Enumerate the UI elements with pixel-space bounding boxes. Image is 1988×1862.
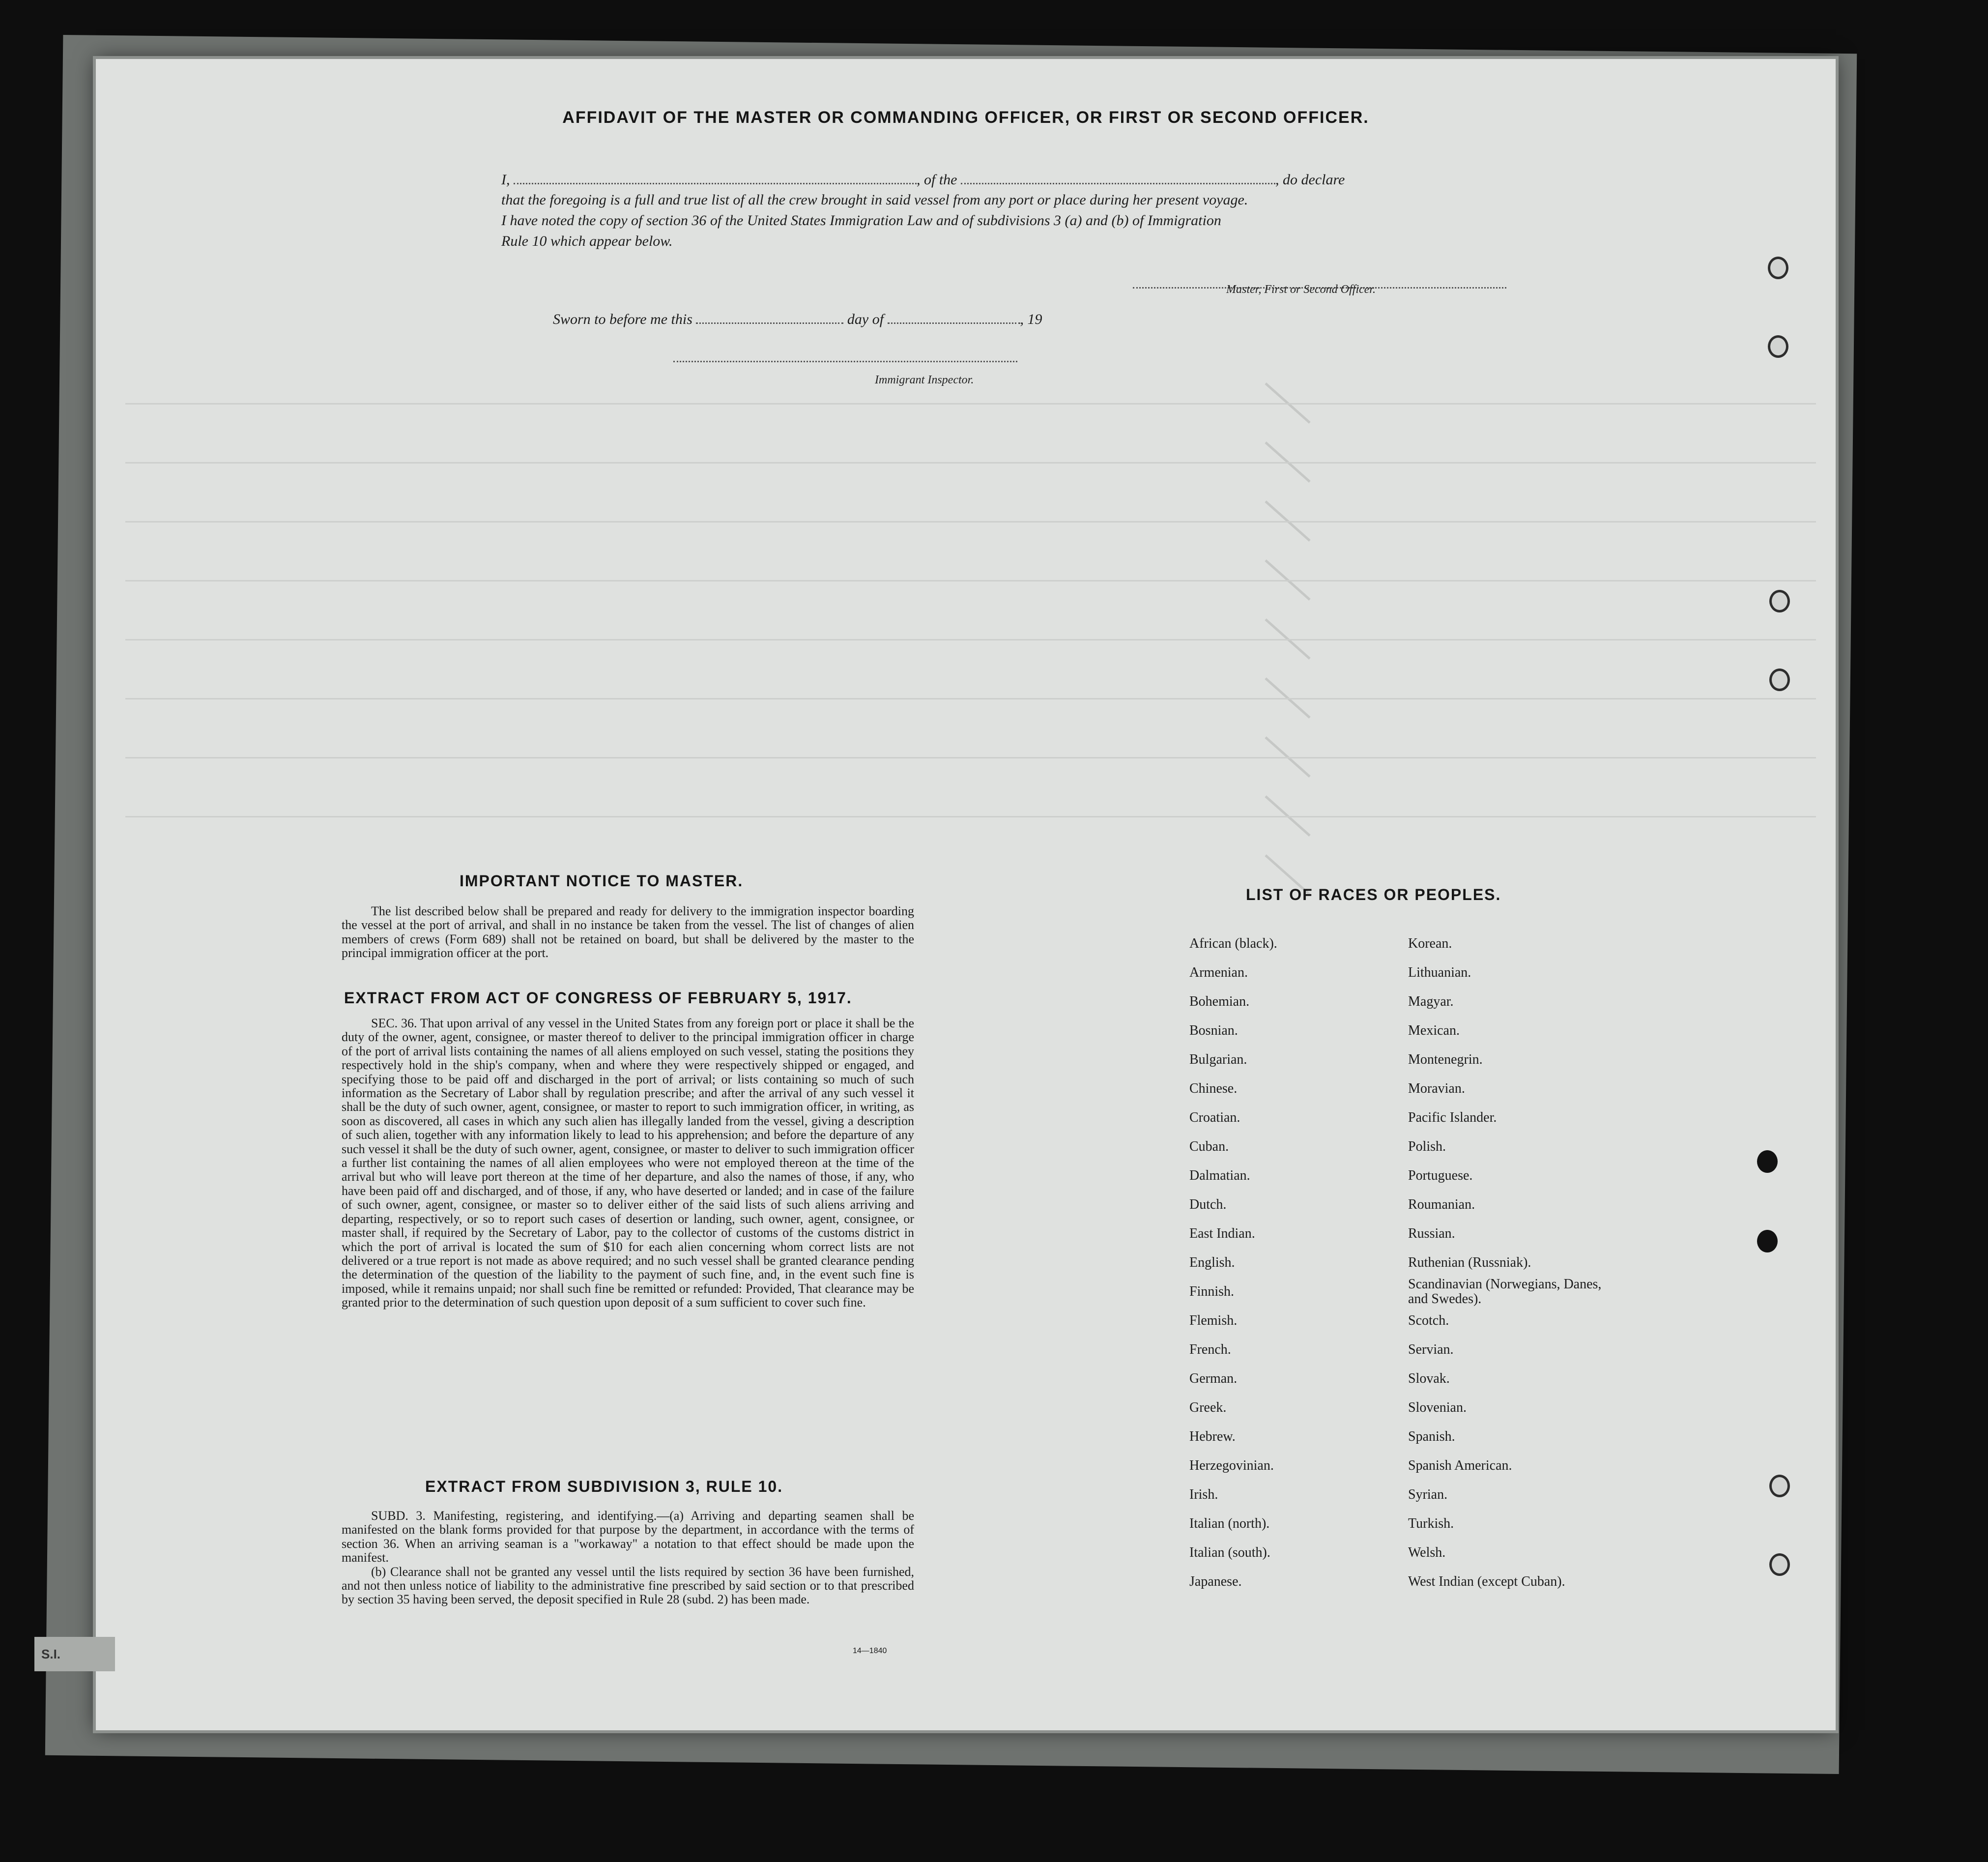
act-extract-text	[342, 1017, 914, 1310]
act-extract-paragraph: SEC. 36. That upon arrival of any vessel in the United States from any foreign port or place it shall be the duty of the owner, agent, consignee, or master thereof to deliver to the principal immigration officer in charge of the port of arrival lists containing the names of all aliens employed on such vessel, stating the positions they respectively hold in the ship's company, when and where they were respectively shipped or engaged, and specifying those to be paid off and discharged in the port of arrival; or lists containing so much of such information as the Secretary of Labor shall by regulation prescribe; and after the arrival of any such vessel it shall be the duty of such owner, agent, consignee, or master to report to such immigration officer, in writing, as soon as discovered, all cases in which any such alien has illegally landed from the vessel, giving a description of such alien, together with any information likely to lead to his apprehension; and before the departure of any such vessel it shall be the duty of such owner, agent, consignee, or master to deliver to such immigration officer a further list containing the names of all alien employees who were not employed thereon at the time of the arrival but who will leave port thereon at the time of her departure, and also the names of those, if any, who have been paid off and discharged, and of those, if any, who have deserted or landed; and in case of the failure of such owner, agent, consignee, or master so to deliver either of the said lists of such aliens arriving and departing, respectively, or so to report such cases of desertion or landing, such owner, agent, consignee, or master shall, if required by the Secretary of Labor, pay to the collector of customs of the customs district in which the port of arrival is located the sum of $10 for each alien concerning whom correct lists are not delivered or a true report is not made as above required; and no such vessel shall be granted clearance pending the determination of the question of the liability to the payment of such fine, and, in the event such fine is imposed, while it remains unpaid; nor shall such fine be remitted or refunded: Provided, That clearance may be granted prior to the determination of such question upon deposit of a sum sufficient to cover such fine.	[342, 1016, 914, 1310]
race-item: Italian (south).	[1189, 1545, 1270, 1560]
affidavit-title: AFFIDAVIT OF THE MASTER OR COMMANDING OFFICER, OR FIRST OR SECOND OFFICER.	[562, 108, 1369, 127]
race-item: Croatian.	[1189, 1110, 1240, 1125]
affidavit-line-2: that the foregoing is a full and true list of all the crew brought in said vessel from any port or place during her present voyage.	[501, 192, 1248, 208]
race-item: Welsh.	[1408, 1545, 1446, 1560]
inspector-signature-line	[673, 349, 1017, 362]
races-heading: LIST OF RACES OR PEOPLES.	[1246, 886, 1501, 903]
race-item: Greek.	[1189, 1400, 1227, 1415]
race-item: French.	[1189, 1342, 1231, 1357]
manifest-page	[96, 59, 1836, 1730]
race-item: Finnish.	[1189, 1284, 1235, 1299]
race-item: Polish.	[1408, 1139, 1446, 1154]
race-item: Hebrew.	[1189, 1429, 1236, 1444]
sworn-line	[553, 311, 1042, 328]
races-column-1	[1189, 929, 1415, 1596]
act-extract-heading: EXTRACT FROM ACT OF CONGRESS OF FEBRUARY 5, 1917.	[344, 989, 852, 1007]
race-item: Slovak.	[1408, 1371, 1450, 1386]
affidavit-line-3: I have noted the copy of section 36 of the United States Immigration Law and of subdivisions 3 (a) and (b) of Immigration	[501, 212, 1221, 229]
race-item: Magyar.	[1408, 994, 1454, 1009]
race-item: Scandinavian (Norwegians, Danes, and Swedes).	[1408, 1277, 1602, 1307]
name-blank	[514, 171, 917, 184]
affidavit-i: I,	[501, 172, 510, 188]
race-item: Irish.	[1189, 1487, 1218, 1502]
race-item: Russian.	[1408, 1226, 1455, 1241]
race-item: Bosnian.	[1189, 1023, 1238, 1038]
race-item: Chinese.	[1189, 1081, 1238, 1096]
vessel-blank	[961, 171, 1275, 184]
race-item: Dutch.	[1189, 1197, 1227, 1212]
race-item: Spanish American.	[1408, 1458, 1512, 1473]
races-column-2	[1408, 929, 1614, 1596]
notice-heading: IMPORTANT NOTICE TO MASTER.	[460, 872, 744, 890]
race-item: West Indian (except Cuban).	[1408, 1574, 1565, 1589]
race-item: Flemish.	[1189, 1313, 1238, 1328]
rule-extract-heading: EXTRACT FROM SUBDIVISION 3, RULE 10.	[425, 1478, 783, 1495]
race-item: Italian (north).	[1189, 1516, 1270, 1531]
notice-text	[342, 904, 914, 960]
race-item: Bohemian.	[1189, 994, 1250, 1009]
affidavit-declare: , do declare	[1275, 172, 1345, 188]
affidavit-line-1	[501, 171, 1345, 188]
rule-paragraph-b: (b) Clearance shall not be granted any vessel until the lists required by section 36 have been furnished, and not then unless notice of liability to the administrative fine prescribed by said section or to that prescribed by section 35 having been served, the deposit specified in Rule 28 (subd. 2) has been made.	[342, 1564, 914, 1607]
binder-hole	[1769, 1475, 1790, 1497]
race-item: African (black).	[1189, 936, 1277, 951]
sworn-month-blank	[888, 311, 1020, 324]
rule-extract-text	[342, 1509, 914, 1607]
race-item: Japanese.	[1189, 1574, 1242, 1589]
form-number: 14—1840	[853, 1647, 887, 1655]
race-item: Cuban.	[1189, 1139, 1229, 1154]
race-item: German.	[1189, 1371, 1238, 1386]
binder-hole	[1757, 1150, 1778, 1173]
sworn-day-of: day of	[847, 311, 884, 327]
race-item: Moravian.	[1408, 1081, 1465, 1096]
race-item: Slovenian.	[1408, 1400, 1467, 1415]
binder-hole	[1769, 1553, 1790, 1576]
binder-hole	[1768, 335, 1788, 358]
affidavit-line-4: Rule 10 which appear below.	[501, 233, 673, 249]
binder-hole	[1769, 669, 1790, 691]
race-item: Dalmatian.	[1189, 1168, 1250, 1183]
race-item: Ruthenian (Russniak).	[1408, 1255, 1531, 1270]
race-item: Korean.	[1408, 936, 1452, 951]
rule-paragraph-a: SUBD. 3. Manifesting, registering, and identifying.—(a) Arriving and departing seamen shall be manifested on the blank forms provided for that purpose by the department, in accordance with the terms of section 36. When an arriving seaman is a "workaway" a notation to that effect should be made upon the manifest.	[342, 1509, 914, 1565]
notice-paragraph: The list described below shall be prepared and ready for delivery to the immigration inspector boarding the vessel at the port of arrival, and shall in no instance be taken from the vessel. The list of changes of alien members of crews (Form 689) shall not be retained on board, but shall be delivered by the master to the principal immigration officer at the port.	[342, 904, 914, 960]
sworn-year: , 19	[1020, 311, 1042, 327]
race-item: Pacific Islander.	[1408, 1110, 1497, 1125]
race-item: Portuguese.	[1408, 1168, 1473, 1183]
master-label: Master, First or Second Officer.	[1226, 283, 1376, 296]
binder-hole	[1757, 1230, 1778, 1252]
race-item: Lithuanian.	[1408, 965, 1471, 980]
race-item: Herzegovinian.	[1189, 1458, 1274, 1473]
race-item: Mexican.	[1408, 1023, 1460, 1038]
race-item: Spanish.	[1408, 1429, 1455, 1444]
race-item: Bulgarian.	[1189, 1052, 1247, 1067]
race-item: Turkish.	[1408, 1516, 1454, 1531]
sworn-day-blank	[696, 311, 843, 324]
race-item: Armenian.	[1189, 965, 1248, 980]
affidavit-of-the: , of the	[917, 172, 957, 188]
race-item: Roumanian.	[1408, 1197, 1475, 1212]
sworn-prefix: Sworn to before me this	[553, 311, 692, 327]
edge-tab: S.I.	[34, 1637, 115, 1671]
binder-hole	[1769, 590, 1790, 612]
race-item: English.	[1189, 1255, 1235, 1270]
race-item: Syrian.	[1408, 1487, 1448, 1502]
race-item: Servian.	[1408, 1342, 1454, 1357]
race-item: Montenegrin.	[1408, 1052, 1483, 1067]
binder-hole	[1768, 257, 1788, 279]
race-item: Scotch.	[1408, 1313, 1449, 1328]
inspector-label: Immigrant Inspector.	[875, 374, 974, 386]
race-item: East Indian.	[1189, 1226, 1255, 1241]
